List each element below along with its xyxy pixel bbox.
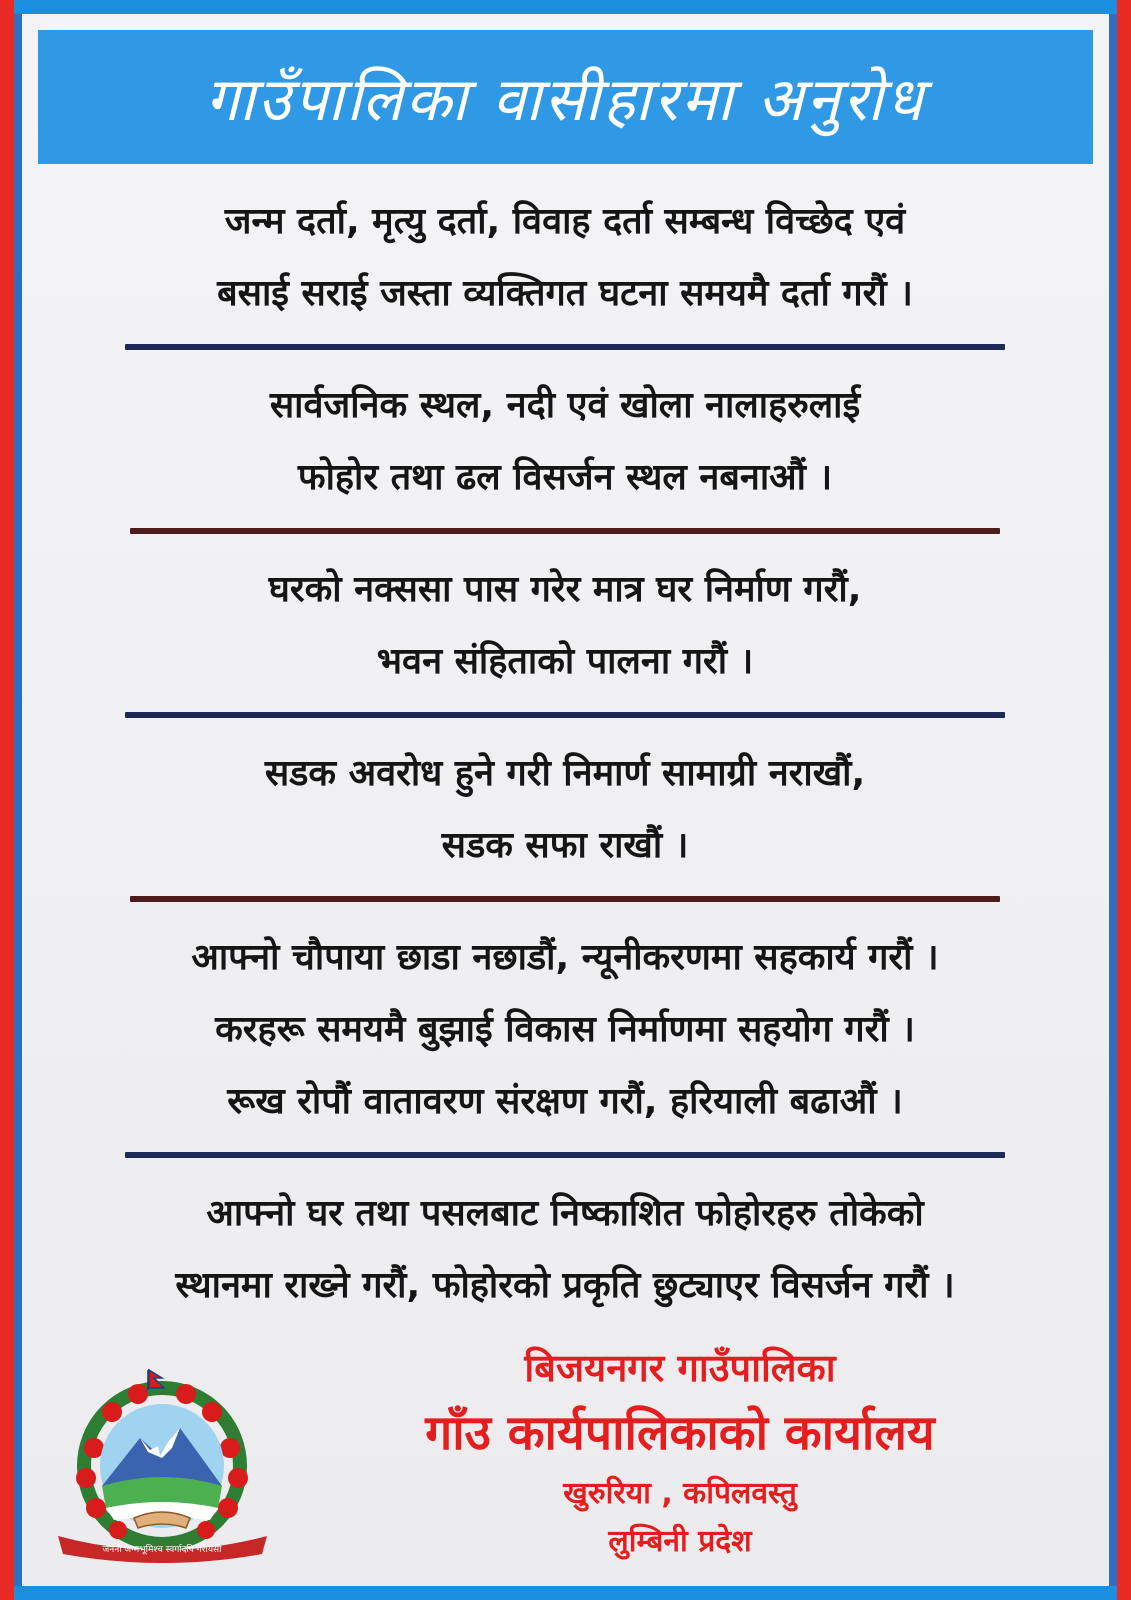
notice-line: करहरू समयमै बुझाई विकास निर्माणमा सहयोग गरौं । [215, 1009, 915, 1050]
nepal-flag-icon [148, 1370, 164, 1390]
frame-right-border [1117, 0, 1131, 1600]
frame-top-border [0, 0, 1131, 14]
notice-line: सडक अवरोध हुने गरी निमार्ण सामाग्री नराखौं, [264, 753, 866, 794]
notice-waste [60, 1178, 1070, 1322]
notice-content [60, 186, 1070, 1322]
nepal-emblem-icon [50, 1368, 275, 1563]
notice-public-places [60, 370, 1070, 514]
frame-right-inner-border [1109, 14, 1117, 1586]
notice-road [60, 738, 1070, 882]
frame-bottom-border [0, 1586, 1131, 1600]
mountain-scene [100, 1404, 224, 1528]
notice-line: सडक सफा राखौं । [441, 825, 689, 866]
notice-line: भवन संहिताको पालना गरौं । [376, 641, 754, 682]
notice-line: बसाई सराई जस्ता व्यक्तिगत घटना समयमै दर्ता गरौं । [217, 273, 913, 314]
office-address: खुरुरिया , कपिलवस्तु [563, 1476, 797, 1511]
section-divider [125, 712, 1005, 718]
notice-registration [60, 186, 1070, 330]
frame-left-inner-border [14, 14, 22, 1586]
notice-line: आफ्नो चौपाया छाडा नछाडौं, न्यूनीकरणमा सहकार्य गरौं । [191, 937, 939, 978]
office-name: गाँउ कार्यपालिकाको कार्यालय [425, 1405, 935, 1461]
notice-line: रूख रोपौं वातावरण संरक्षण गरौं, हरियाली बढाऔं । [227, 1081, 903, 1122]
notice-line: सार्वजनिक स्थल, नदी एवं खोला नालाहरुलाई [269, 385, 861, 426]
notice-line: फोहोर तथा ढल विसर्जन स्थल नबनाऔं । [297, 457, 833, 498]
banner-title: गाउँपालिका वासीहारमा अनुरोध [205, 65, 926, 135]
section-divider [125, 344, 1005, 350]
section-divider [125, 1152, 1005, 1158]
notice-building-map [60, 554, 1070, 698]
title-banner [38, 30, 1093, 164]
notice-line: आफ्नो घर तथा पसलबाट निष्काशित फोहोरहरु तोकेको [206, 1193, 924, 1234]
section-divider [130, 896, 1000, 902]
notice-line: घरको नक्ससा पास गरेर मात्र घर निर्माण गरौं, [268, 569, 862, 610]
municipality-name: बिजयनगर गाउँपालिका [524, 1346, 836, 1390]
emblem-motto: जननी जन्मभूमिश्च स्वर्गादपि गरीयसी [102, 1545, 222, 1555]
section-divider [130, 528, 1000, 534]
notice-line: जन्म दर्ता, मृत्यु दर्ता, विवाह दर्ता सम्बन्ध विच्छेद एवं [224, 201, 906, 242]
notice-line: स्थानमा राख्ने गरौं, फोहोरको प्रकृति छुट्याएर विसर्जन गरौं । [175, 1265, 955, 1306]
frame-left-border [0, 0, 14, 1600]
notice-civic-duties [60, 922, 1070, 1138]
office-block [300, 1340, 1060, 1566]
office-province: लुम्बिनी प्रदेश [608, 1524, 752, 1559]
